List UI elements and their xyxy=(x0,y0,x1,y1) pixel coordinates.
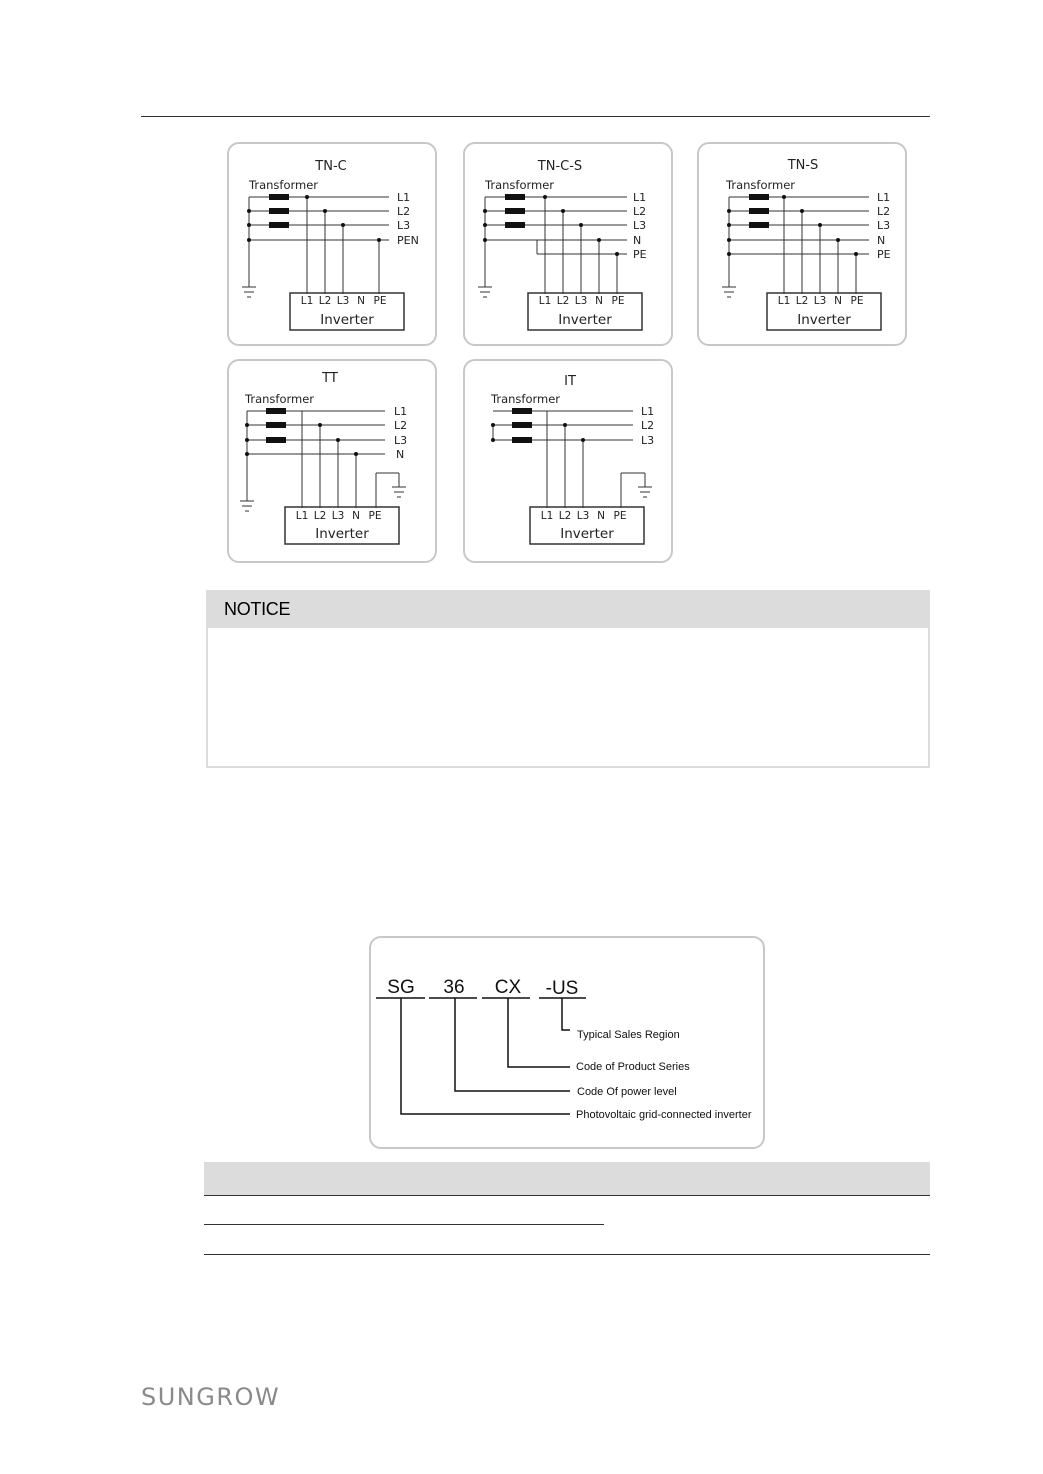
tn-c-svg xyxy=(229,144,439,348)
line-label: L1 xyxy=(877,191,891,204)
code-part-sg: SG xyxy=(387,977,415,998)
terminal-label: L1 xyxy=(777,295,791,307)
terminal-label: PE xyxy=(611,295,625,307)
diagram-tn-c-s xyxy=(463,142,673,346)
line-label: L1 xyxy=(394,405,408,418)
terminal-label: PE xyxy=(850,295,864,307)
inverter-label: Inverter xyxy=(315,526,369,542)
terminal-label: L3 xyxy=(813,295,827,307)
terminal-label: PE xyxy=(368,510,382,522)
terminal-label: L2 xyxy=(558,510,572,522)
table-header xyxy=(204,1162,930,1195)
terminal-label: N xyxy=(352,510,360,522)
terminal-label: PE xyxy=(613,510,627,522)
desc-series: Code of Product Series xyxy=(576,1061,690,1073)
line-label: N xyxy=(633,234,642,247)
tn-s-title: TN-S xyxy=(787,158,819,173)
line-label: N xyxy=(396,448,405,461)
diagram-tn-s xyxy=(697,142,907,346)
tt-svg xyxy=(229,361,439,565)
terminal-label: N xyxy=(595,295,603,307)
terminal-label: L1 xyxy=(540,510,554,522)
terminal-label: PE xyxy=(373,295,387,307)
line-label: L3 xyxy=(394,434,408,447)
line-label: L1 xyxy=(397,191,411,204)
code-part-power: 36 xyxy=(443,977,465,998)
line-label: L3 xyxy=(641,434,655,447)
line-label: L2 xyxy=(633,205,647,218)
terminal-label: L1 xyxy=(295,510,309,522)
tn-c-title: TN-C xyxy=(315,159,347,174)
notice-title: NOTICE xyxy=(224,599,291,619)
line-label: PE xyxy=(633,248,647,261)
terminal-label: L3 xyxy=(336,295,350,307)
diagram-tn-c xyxy=(227,142,437,346)
notice-body xyxy=(206,628,930,768)
table-rule-mid xyxy=(204,1224,604,1225)
desc-power: Code Of power level xyxy=(577,1086,677,1098)
desc-type: Photovoltaic grid-connected inverter xyxy=(576,1109,752,1121)
tn-c-s-title: TN-C-S xyxy=(537,159,583,174)
diagram-it xyxy=(463,359,673,563)
code-part-region: -US xyxy=(545,978,579,999)
notice-header xyxy=(206,590,930,628)
transformer-label: Transformer xyxy=(245,392,315,406)
terminal-label: L2 xyxy=(795,295,809,307)
line-label: PE xyxy=(877,248,891,261)
terminal-label: L3 xyxy=(574,295,588,307)
inverter-label: Inverter xyxy=(558,312,612,328)
header-rule xyxy=(141,116,930,117)
it-title: IT xyxy=(564,374,576,389)
model-code-svg xyxy=(371,938,767,1151)
line-label: L2 xyxy=(641,419,655,432)
model-code-diagram xyxy=(369,936,765,1149)
terminal-label: L1 xyxy=(300,295,314,307)
table-rule-top xyxy=(204,1195,930,1196)
tn-c-s-svg xyxy=(465,144,675,348)
desc-region: Typical Sales Region xyxy=(577,1029,680,1041)
terminal-label: L2 xyxy=(556,295,570,307)
line-label: L1 xyxy=(633,191,647,204)
terminal-label: L2 xyxy=(318,295,332,307)
line-label: L3 xyxy=(397,219,411,232)
line-label: L2 xyxy=(397,205,411,218)
inverter-label: Inverter xyxy=(797,312,851,328)
line-label: N xyxy=(877,234,886,247)
transformer-label: Transformer xyxy=(485,178,555,192)
diagram-tt xyxy=(227,359,437,563)
terminal-label: N xyxy=(834,295,842,307)
terminal-label: L1 xyxy=(538,295,552,307)
terminal-label: L3 xyxy=(576,510,590,522)
line-label: L2 xyxy=(394,419,408,432)
inverter-label: Inverter xyxy=(320,312,374,328)
sungrow-logo: SUNGROW xyxy=(141,1383,281,1411)
transformer-label: Transformer xyxy=(491,392,561,406)
tt-title: TT xyxy=(322,371,338,386)
line-label: L2 xyxy=(877,205,891,218)
terminal-label: L2 xyxy=(313,510,327,522)
line-label: L3 xyxy=(877,219,891,232)
terminal-label: N xyxy=(597,510,605,522)
code-part-series: CX xyxy=(494,977,522,998)
table-rule-bottom xyxy=(204,1254,930,1255)
terminal-label: N xyxy=(357,295,365,307)
transformer-label: Transformer xyxy=(249,178,319,192)
transformer-label: Transformer xyxy=(726,178,796,192)
inverter-label: Inverter xyxy=(560,526,614,542)
terminal-label: L3 xyxy=(331,510,345,522)
line-label: L1 xyxy=(641,405,655,418)
line-label: L3 xyxy=(633,219,647,232)
line-label: PEN xyxy=(397,234,419,247)
it-svg xyxy=(465,361,675,565)
tn-s-svg xyxy=(699,144,909,348)
